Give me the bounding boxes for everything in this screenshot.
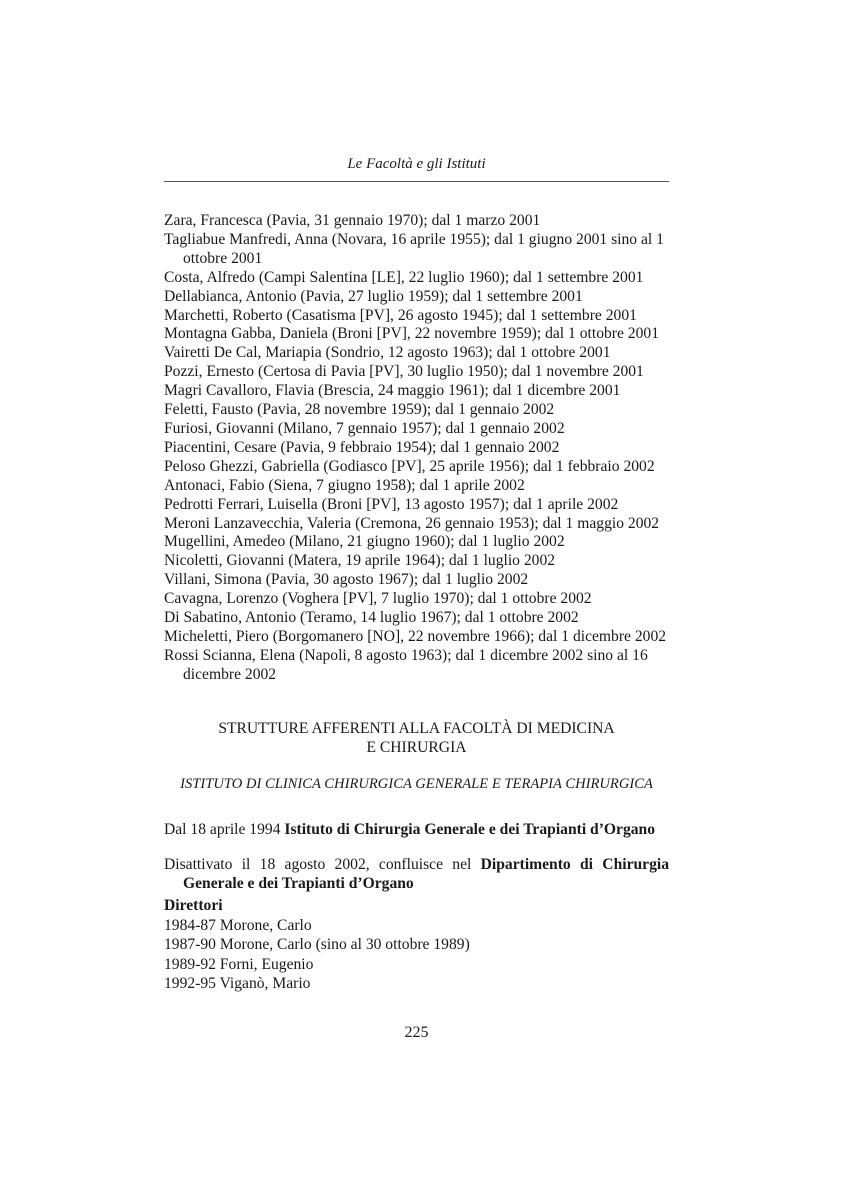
list-item: 1987-90 Morone, Carlo (sino al 30 ottobre 1989)	[164, 936, 470, 953]
section-heading	[164, 719, 669, 757]
section-heading-line1: STRUTTURE AFFERENTI ALLA FACOLTÀ DI MEDICINA	[218, 720, 615, 737]
deactivation-note	[164, 855, 669, 894]
directors-section	[164, 896, 669, 994]
list-item: 1984-87 Morone, Carlo	[164, 916, 312, 934]
list-item: Micheletti, Piero (Borgomanero [NO], 22 novembre 1966); dal 1 dicembre 2002	[164, 627, 667, 645]
list-item: Feletti, Fausto (Pavia, 28 novembre 1959); dal 1 gennaio 2002	[164, 401, 555, 419]
list-item: Costa, Alfredo (Campi Salentina [LE], 22 luglio 1960); dal 1 settembre 2001	[164, 268, 644, 286]
list-item: Villani, Simona (Pavia, 30 agosto 1967); dal 1 luglio 2002	[164, 571, 529, 589]
institute-notes	[164, 804, 669, 894]
list-item: Zara, Francesca (Pavia, 31 gennaio 1970); dal 1 marzo 2001	[164, 212, 541, 229]
page-number: 225	[404, 1024, 429, 1041]
institute-heading: ISTITUTO DI CLINICA CHIRURGICA GENERALE E TERAPIA CHIRURGICA	[180, 776, 653, 792]
list-item: Dellabianca, Antonio (Pavia, 27 luglio 1959); dal 1 settembre 2001	[164, 287, 583, 305]
running-title: Le Facoltà e gli Istituti	[347, 156, 486, 172]
list-item: Nicoletti, Giovanni (Matera, 19 aprile 1964); dal 1 luglio 2002	[164, 552, 556, 570]
list-item: Di Sabatino, Antonio (Teramo, 14 luglio 1967); dal 1 ottobre 2002	[164, 609, 579, 627]
list-item: Meroni Lanzavecchia, Valeria (Cremona, 26 gennaio 1953); dal 1 maggio 2002	[164, 514, 660, 532]
list-item: Piacentini, Cesare (Pavia, 9 febbraio 1954); dal 1 gennaio 2002	[164, 438, 560, 456]
list-item: 1989-92 Forni, Eugenio	[164, 955, 314, 973]
list-item: Mugellini, Amedeo (Milano, 21 giugno 1960); dal 1 luglio 2002	[164, 533, 565, 551]
note-text: Dal 18 aprile 1994	[164, 820, 285, 838]
directors-heading: Direttori	[164, 897, 223, 914]
personnel-list	[164, 212, 669, 685]
header-rule	[164, 181, 669, 182]
list-item: Magri Cavalloro, Flavia (Brescia, 24 maggio 1961); dal 1 dicembre 2001	[164, 382, 621, 400]
list-item: Pedrotti Ferrari, Luisella (Broni [PV], 13 agosto 1957); dal 1 aprile 2002	[164, 495, 619, 513]
list-item: Cavagna, Lorenzo (Voghera [PV], 7 luglio 1970); dal 1 ottobre 2002	[164, 590, 592, 608]
list-item: Pozzi, Ernesto (Certosa di Pavia [PV], 30 luglio 1950); dal 1 novembre 2001	[164, 363, 644, 381]
list-item: 1992-95 Viganò, Mario	[164, 975, 311, 992]
section-heading-line2: E CHIRURGIA	[366, 739, 467, 756]
list-item: Rossi Scianna, Elena (Napoli, 8 agosto 1963); dal 1 dicembre 2002 sino al 16 dicembre 2002	[164, 646, 648, 683]
list-item: Tagliabue Manfredi, Anna (Novara, 16 aprile 1955); dal 1 giugno 2001 sino al 1 ottobre 2001	[164, 230, 664, 267]
list-item: Vairetti De Cal, Mariapia (Sondrio, 12 agosto 1963); dal 1 ottobre 2001	[164, 344, 611, 362]
note-text: Disattivato il 18 agosto 2002, confluisce nel	[164, 855, 481, 873]
founding-note	[164, 820, 669, 840]
list-item: Montagna Gabba, Daniela (Broni [PV], 22 novembre 1959); dal 1 ottobre 2001	[164, 325, 659, 343]
note-bold-text: Dipartimento di Chirurgia Generale e dei Trapianti d’Organo	[183, 855, 670, 893]
list-item: Peloso Ghezzi, Gabriella (Godiasco [PV], 25 aprile 1956); dal 1 febbraio 2002	[164, 457, 655, 475]
list-item: Marchetti, Roberto (Casatisma [PV], 26 agosto 1945); dal 1 settembre 2001	[164, 306, 637, 324]
list-item: Furiosi, Giovanni (Milano, 7 gennaio 1957); dal 1 gennaio 2002	[164, 419, 565, 437]
list-item: Antonaci, Fabio (Siena, 7 giugno 1958); dal 1 aprile 2002	[164, 476, 525, 494]
note-bold-text: Istituto di Chirurgia Generale e dei Trapianti d’Organo	[284, 820, 656, 838]
